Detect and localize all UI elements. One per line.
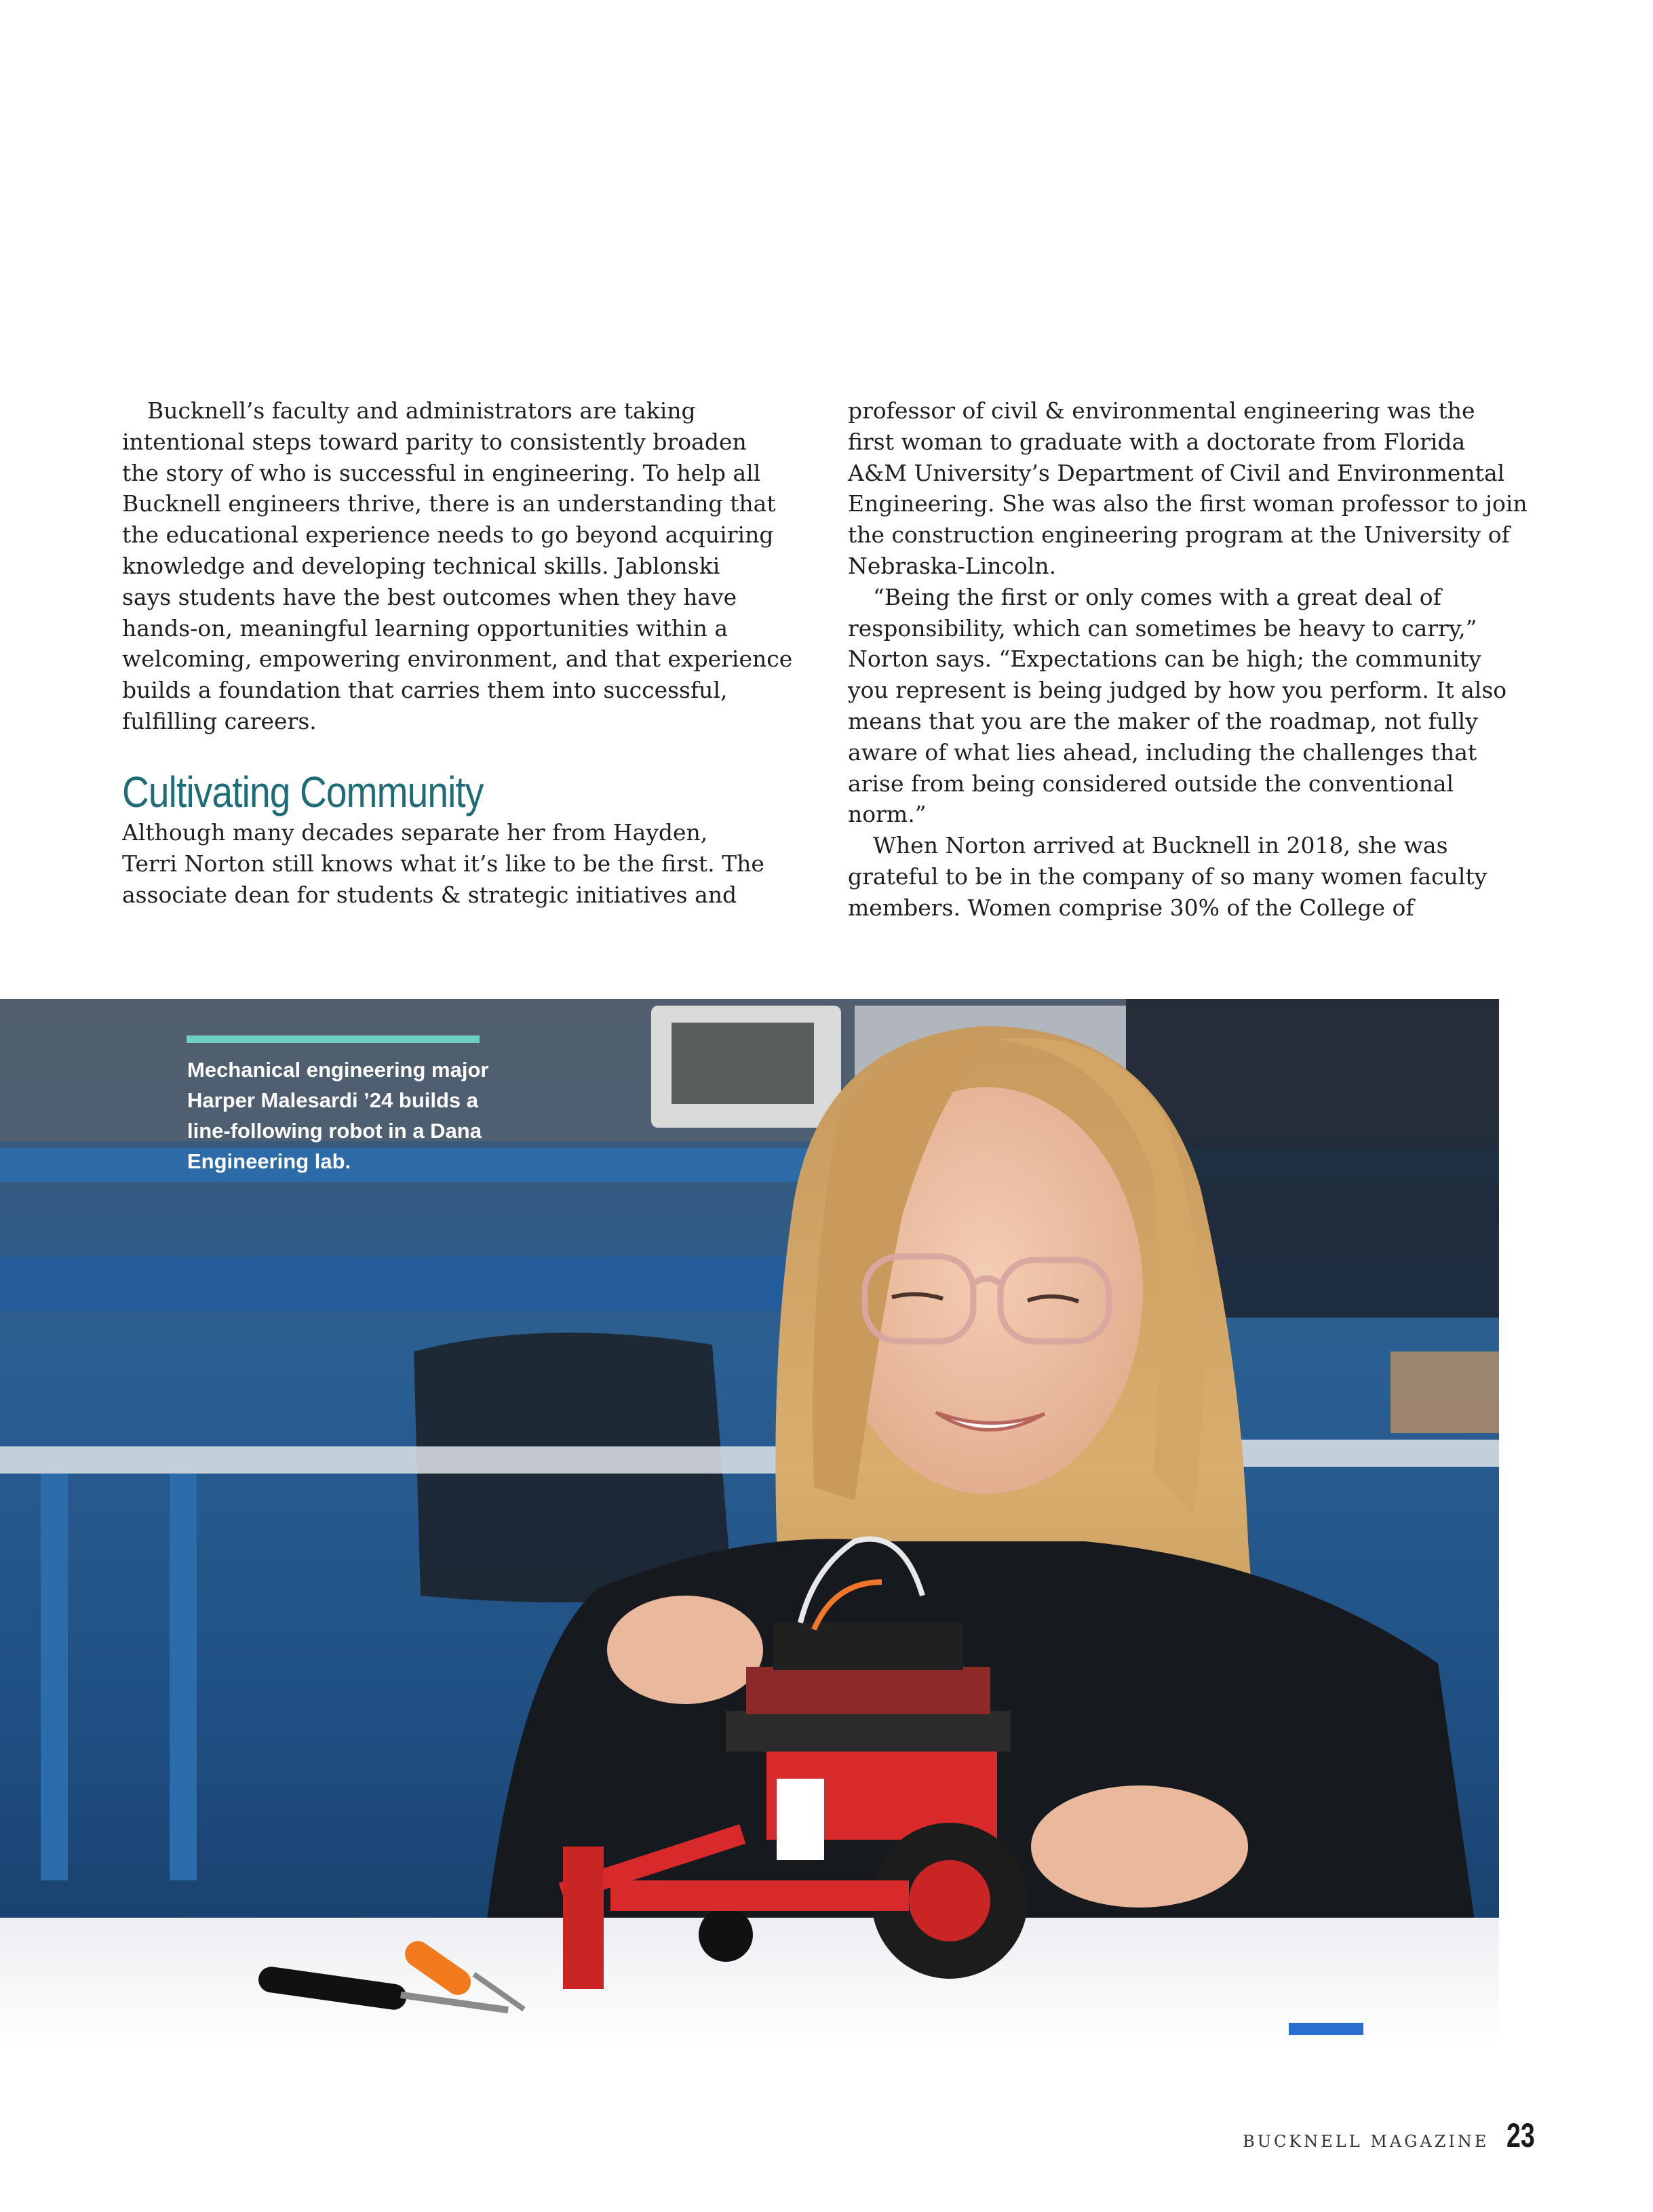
text-line: the educational experience needs to go beyond acquiring — [122, 521, 774, 549]
text-line: norm.” — [848, 801, 927, 828]
text-line: the story of who is successful in engineering. To help all — [122, 459, 761, 486]
text-line: arise from being considered outside the conventional — [848, 770, 1454, 797]
page-number: 23 — [1506, 2116, 1536, 2154]
text-line: builds a foundation that carries them into successful, — [122, 677, 728, 704]
text-line: associate dean for students & strategic initiatives and — [122, 881, 737, 908]
text-line: “Being the first or only comes with a great deal of — [873, 583, 1441, 610]
text-line: aware of what lies ahead, including the challenges that — [848, 738, 1477, 766]
caption-line: Harper Malesardi ’24 builds a — [187, 1088, 479, 1112]
text-line: intentional steps toward parity to consistently broaden — [122, 428, 747, 455]
caption-line: Mechanical engineering major — [187, 1058, 489, 1082]
text-line: Although many decades separate her from Hayden, — [122, 819, 708, 846]
caption-accent-rule — [187, 1035, 480, 1043]
text-line: first woman to graduate with a doctorate from Florida — [848, 428, 1466, 455]
text-line: Bucknell’s faculty and administrators are taking — [147, 397, 696, 424]
text-line: Terri Norton still knows what it’s like to be the first. The — [122, 850, 764, 877]
text-line: When Norton arrived at Bucknell in 2018, she was — [873, 832, 1448, 859]
text-line: you represent is being judged by how you perform. It also — [848, 677, 1507, 704]
section-heading: Cultivating Community — [122, 768, 484, 816]
text-line: Bucknell engineers thrive, there is an understanding that — [122, 490, 776, 517]
text-line: Engineering. She was also the first woman professor to join — [848, 490, 1528, 517]
text-line: A&M University’s Department of Civil and Environmental — [848, 459, 1505, 486]
text-line: says students have the best outcomes when they have — [122, 583, 737, 610]
text-line: means that you are the maker of the roadmap, not fully — [848, 707, 1478, 734]
text-line: Norton says. “Expectations can be high; the community — [848, 646, 1481, 673]
left-column-paragraph-2 — [122, 817, 780, 910]
page-footer — [1243, 2116, 1544, 2163]
caption-line: Engineering lab. — [187, 1149, 351, 1173]
text-line: the construction engineering program at the University of — [848, 521, 1510, 549]
text-line: Nebraska-Lincoln. — [848, 552, 1057, 579]
magazine-name: BUCKNELL MAGAZINE — [1243, 2132, 1490, 2151]
text-line: responsibility, which can sometimes be heavy to carry,” — [848, 614, 1477, 641]
text-line: professor of civil & environmental engineering was the — [848, 397, 1475, 424]
right-column — [848, 395, 1526, 924]
text-line: grateful to be in the company of so many women faculty — [848, 863, 1487, 890]
text-line: members. Women comprise 30% of the College of — [848, 894, 1414, 921]
left-column-paragraph-1 — [122, 395, 793, 737]
text-line: fulfilling careers. — [122, 707, 317, 734]
caption-line: line-following robot in a Dana — [187, 1119, 482, 1143]
photo-caption — [187, 1054, 567, 1177]
text-line: knowledge and developing technical skills. Jablonski — [122, 552, 720, 579]
text-line: hands-on, meaningful learning opportunities within a — [122, 614, 728, 641]
text-line: welcoming, empowering environment, and that experience — [122, 646, 793, 673]
